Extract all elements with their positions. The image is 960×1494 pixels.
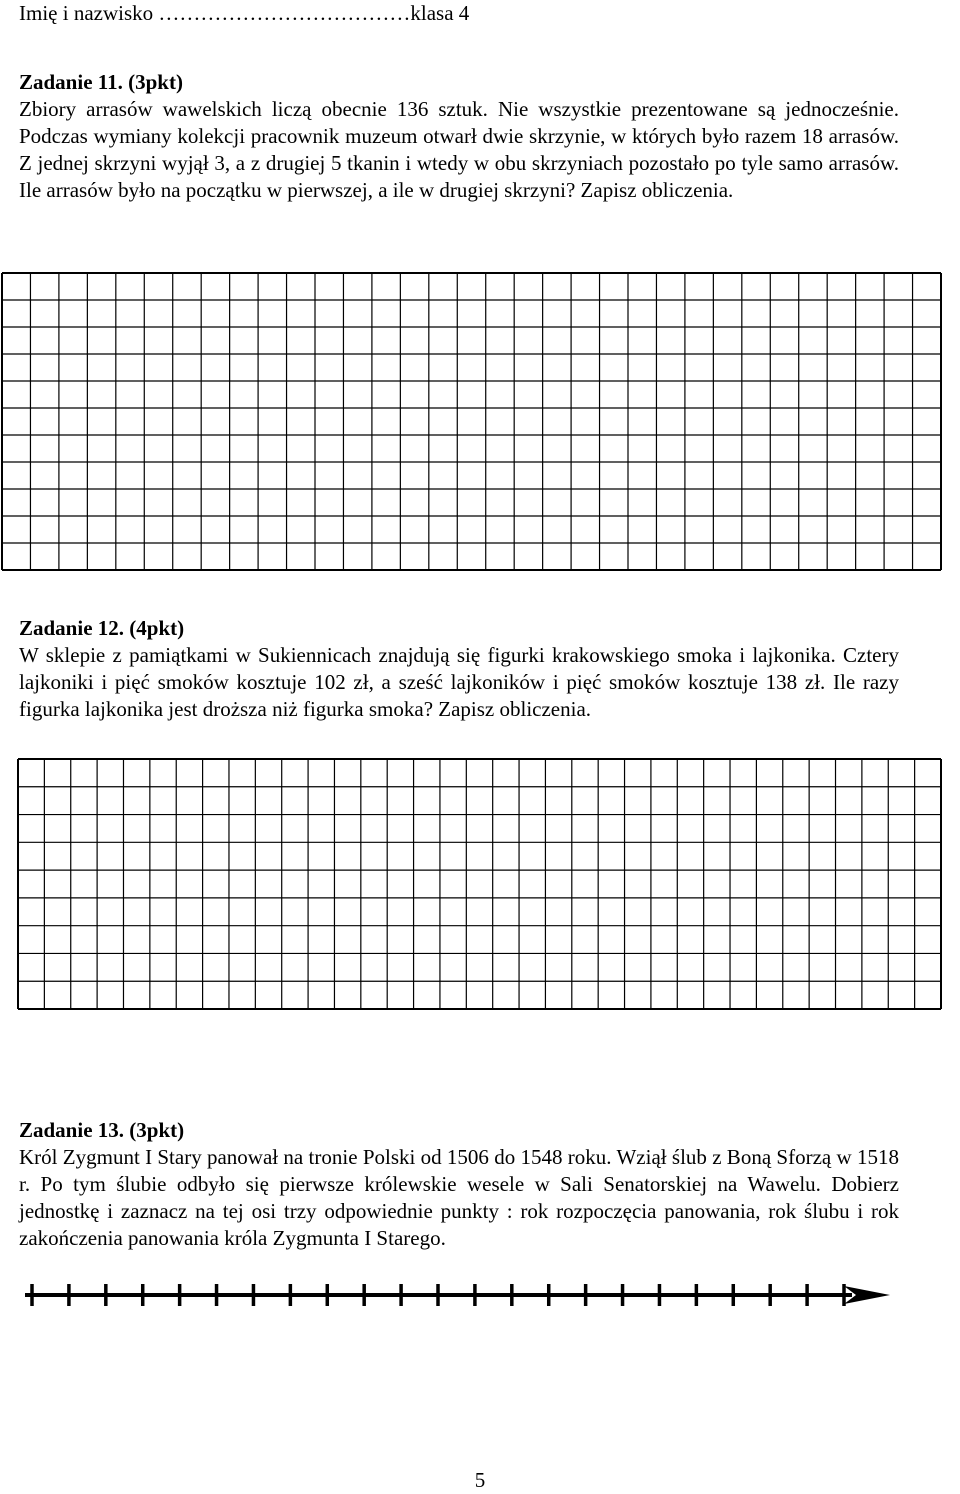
task-13-title-label: Zadanie 13. (19, 1118, 125, 1142)
number-line-axis[interactable] (22, 1278, 894, 1312)
task-13-text: Król Zygmunt I Stary panował na tronie Polski od 1506 do 1548 roku. Wziął ślub z Boną Sforzą w 1518 r. Po tym ślubie odbyło się pierwsze królewskie wesele w Sali Senatorskiej na Wawelu. Dobierz jednostkę i zaznacz na tej osi trzy odpowiednie punkty : rok rozpoczęcia panowania, rok ślubu i rok zakończenia panowania króla Zygmunta I Starego. (19, 1145, 899, 1250)
task-11-points: (3pkt) (128, 70, 183, 94)
task-13 (19, 1117, 899, 1252)
task-12-title (19, 615, 899, 642)
task-13-title (19, 1117, 899, 1144)
name-fill-dots: ……………………………… (158, 1, 411, 25)
task-11 (19, 69, 899, 204)
task-12-points: (4pkt) (129, 616, 185, 640)
class-label: klasa 4 (410, 1, 470, 25)
task-11-title-label: Zadanie 11. (19, 70, 123, 94)
task-12-text: W sklepie z pamiątkami w Sukiennicach znajdują się figurki krakowskiego smoka i lajkonika. Cztery lajkoniki i pięć smoków kosztuje 102 zł, a sześć lajkoników i pięć smoków kosztuje 138 zł. Ile razy figurka lajkonika jest droższa niż figurka smoka? Zapisz obliczenia. (19, 643, 899, 721)
task-11-answer-grid[interactable] (0, 272, 945, 573)
task-11-text: Zbiory arrasów wawelskich liczą obecnie 136 sztuk. Nie wszystkie prezentowane są jednocześnie. Podczas wymiany kolekcji pracownik muzeum otwarł dwie skrzynie, w których było razem 18 arrasów. Z jednej skrzyni wyjął 3, a z drugiej 5 tkanin i wtedy w obu skrzyniach pozostało po tyle samo arrasów. Ile arrasów było na początku w pierwszej, a ile w drugiej skrzyni? Zapisz obliczenia. (19, 97, 899, 202)
task-11-title (19, 69, 899, 96)
student-header (19, 0, 469, 27)
task-12-answer-grid[interactable] (0, 758, 945, 1012)
task-12 (19, 615, 899, 723)
name-label: Imię i nazwisko (19, 1, 154, 25)
task-13-points: (3pkt) (129, 1118, 185, 1142)
task-12-title-label: Zadanie 12. (19, 616, 125, 640)
page-number: 5 (474, 1468, 486, 1492)
